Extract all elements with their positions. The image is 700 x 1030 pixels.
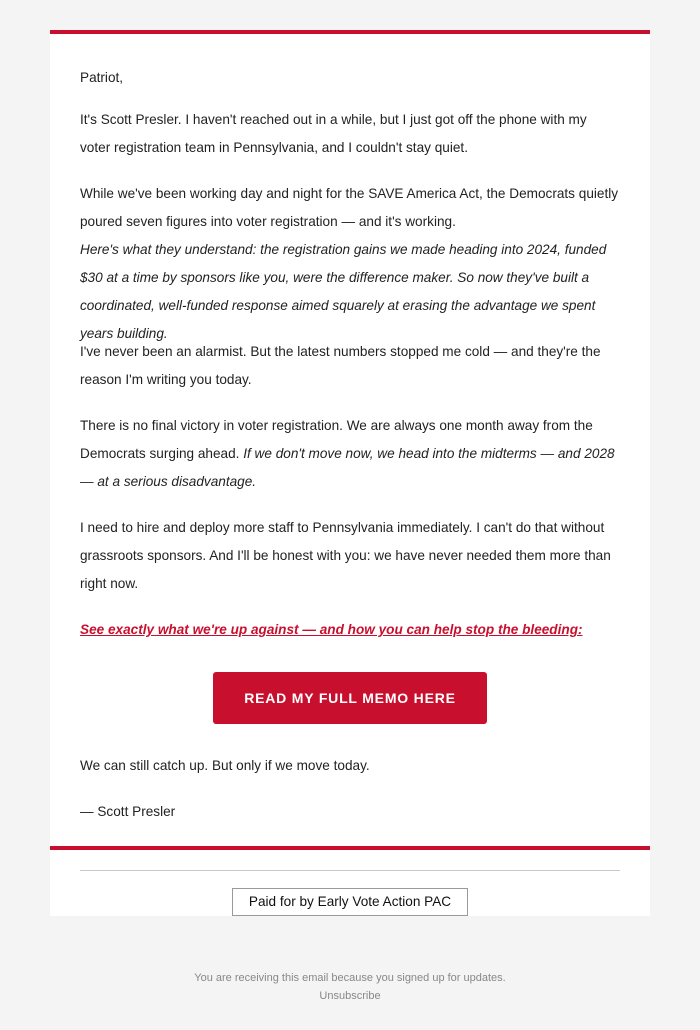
cta-link[interactable]: See exactly what we're up against — and how you can help stop the bleeding:	[80, 622, 583, 637]
paragraph-hire-staff: I need to hire and deploy more staff to Pennsylvania immediately. I can't do that without grassroots sponsors. And I'll be honest with you: we have never needed them more than right now.	[80, 520, 611, 591]
signoff: — Scott Presler	[80, 804, 176, 819]
email-card	[50, 30, 650, 916]
paragraph-no-final-victory	[80, 412, 620, 496]
unsubscribe-link[interactable]: Unsubscribe	[319, 990, 381, 1002]
paragraph-democrats	[80, 180, 620, 348]
paragraph-catch-up: We can still catch up. But only if we move today.	[80, 758, 370, 773]
read-memo-button[interactable]: READ MY FULL MEMO HERE	[213, 672, 487, 724]
paid-for-disclaimer: Paid for by Early Vote Action PAC	[232, 888, 468, 916]
greeting: Patriot,	[80, 70, 124, 85]
paragraph-no-final-victory-italic: If we don't move now, we head into the midterms — and 2028 — at a serious disadvantage.	[80, 446, 615, 489]
grey-divider	[80, 870, 620, 871]
footer-note: You are receiving this email because you signed up for updates.	[194, 972, 506, 984]
paragraph-alarmist: I've never been an alarmist. But the latest numbers stopped me cold — and they're the reason I'm writing you today.	[80, 344, 601, 387]
paragraph-no-final-victory-text: There is no final victory in voter registration. We are always one month away from the Democrats surging ahead.	[80, 418, 593, 461]
paragraph-intro: It's Scott Presler. I haven't reached out in a while, but I just got off the phone with my voter registration team in Pennsylvania, and I couldn't stay quiet.	[80, 112, 587, 155]
paragraph-democrats-italic: Here's what they understand: the registration gains we made heading into 2024, funded $30 at a time by sponsors like you, were the difference maker. So now they've built a coordinated, well-funded response aimed squarely at erasing the advantage we spent years building.	[80, 242, 607, 341]
red-divider	[50, 846, 650, 850]
paragraph-democrats-text: While we've been working day and night for the SAVE America Act, the Democrats quietly poured seven figures into voter registration — and it's working.	[80, 186, 619, 229]
